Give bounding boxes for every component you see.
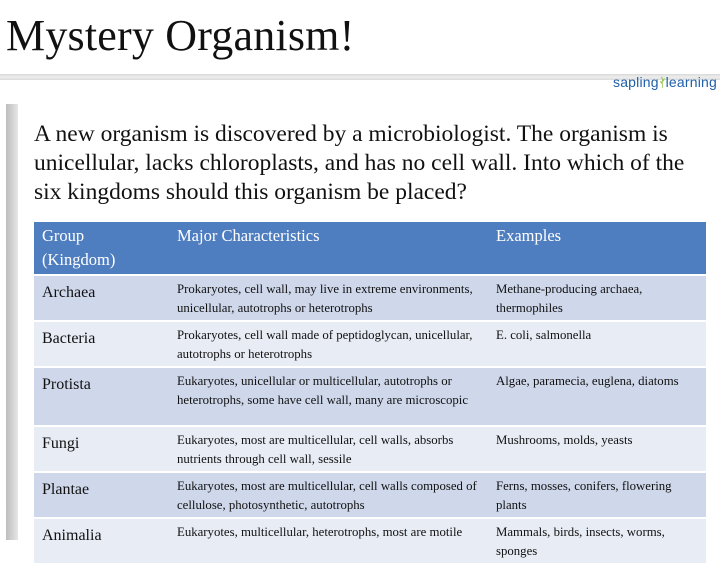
left-accent-bar xyxy=(6,104,18,540)
cell-group: Protista xyxy=(34,367,169,426)
cell-examples: Mushrooms, molds, yeasts xyxy=(488,426,706,472)
table-row xyxy=(34,426,706,472)
title-divider xyxy=(0,74,720,80)
question-text: A new organism is discovered by a microbiologist. The organism is unicellular, lacks chloroplasts, and has no cell wall. Into which of the six kingdoms should this organism be placed? xyxy=(34,121,685,205)
cell-examples: Ferns, mosses, conifers, flowering plants xyxy=(488,472,706,518)
logo-word-learning: learning xyxy=(665,74,717,90)
table-row xyxy=(34,518,706,564)
kingdoms-table xyxy=(34,222,706,565)
cell-examples: Mammals, birds, insects, worms, sponges xyxy=(488,518,706,564)
cell-examples: Algae, paramecia, euglena, diatoms xyxy=(488,367,706,426)
table-row xyxy=(34,367,706,426)
cell-characteristics: Eukaryotes, most are multicellular, cell walls, absorbs nutrients through cell wall, sessile xyxy=(169,426,488,472)
cell-characteristics: Prokaryotes, cell wall, may live in extreme environments, unicellular, autotrophs or heterotrophs xyxy=(169,275,488,321)
sapling-learning-logo xyxy=(613,64,717,100)
logo-word-sapling: sapling xyxy=(613,74,659,90)
cell-group: Archaea xyxy=(34,275,169,321)
slide-title: Mystery Organism! xyxy=(6,11,355,60)
cell-group: Fungi xyxy=(34,426,169,472)
table-row xyxy=(34,472,706,518)
cell-characteristics: Eukaryotes, unicellular or multicellular, autotrophs or heterotrophs, some have cell wall, many are microscopic xyxy=(169,367,488,426)
cell-group: Bacteria xyxy=(34,321,169,367)
cell-group: Plantae xyxy=(34,472,169,518)
header-characteristics: Major Characteristics xyxy=(169,222,488,275)
table-row xyxy=(34,321,706,367)
cell-characteristics: Eukaryotes, most are multicellular, cell walls composed of cellulose, photosynthetic, autotrophs xyxy=(169,472,488,518)
cell-group: Animalia xyxy=(34,518,169,564)
header-group: Group (Kingdom) xyxy=(34,222,169,275)
header-examples: Examples xyxy=(488,222,706,275)
cell-characteristics: Prokaryotes, cell wall made of peptidoglycan, unicellular, autotrophs or heterotrophs xyxy=(169,321,488,367)
table-row xyxy=(34,275,706,321)
sprout-icon xyxy=(660,67,665,97)
cell-characteristics: Eukaryotes, multicellular, heterotrophs, most are motile xyxy=(169,518,488,564)
table-header-row xyxy=(34,222,706,275)
cell-examples: Methane-producing archaea, thermophiles xyxy=(488,275,706,321)
cell-examples: E. coli, salmonella xyxy=(488,321,706,367)
